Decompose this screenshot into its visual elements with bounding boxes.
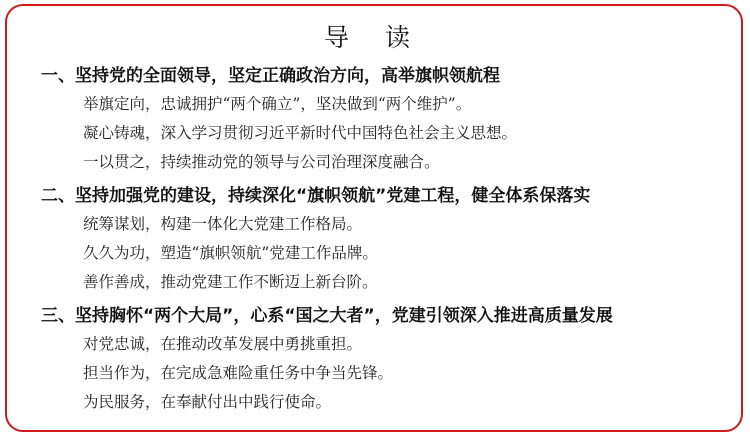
- guide-card: [5, 4, 743, 432]
- page-title: 导 读: [324, 23, 424, 52]
- section-item: 一以贯之，持续推动党的领导与公司治理深度融合。: [83, 153, 440, 171]
- section-item: 统筹谋划，构建一体化大党建工作格局。: [83, 215, 363, 233]
- section-item: 为民服务，在奉献付出中践行使命。: [83, 393, 332, 411]
- section-3: [41, 302, 731, 417]
- section-item: 凝心铸魂，深入学习贯彻习近平新时代中国特色社会主义思想。: [83, 124, 518, 142]
- section-item: 善作善成，推动党建工作不断迈上新台阶。: [83, 273, 378, 291]
- section-item: 久久为功，塑造“旗帜领航”党建工作品牌。: [83, 244, 378, 262]
- section-item: 对党忠诚，在推动改革发展中勇挑重担。: [83, 335, 363, 353]
- section-heading: 二、坚持加强党的建设，持续深化“旗帜领航”党建工程，健全体系保落实: [41, 186, 591, 206]
- section-heading: 三、坚持胸怀“两个大局”，心系“国之大者”，党建引领深入推进高质量发展: [41, 306, 613, 326]
- section-item: 举旗定向，忠诚拥护“两个确立”，坚决做到“两个维护”。: [83, 95, 472, 113]
- section-1: [41, 62, 731, 177]
- section-2: [41, 182, 731, 297]
- section-item: 担当作为，在完成急难险重任务中争当先锋。: [83, 364, 394, 382]
- section-heading: 一、坚持党的全面领导，坚定正确政治方向，高举旗帜领航程: [41, 66, 500, 86]
